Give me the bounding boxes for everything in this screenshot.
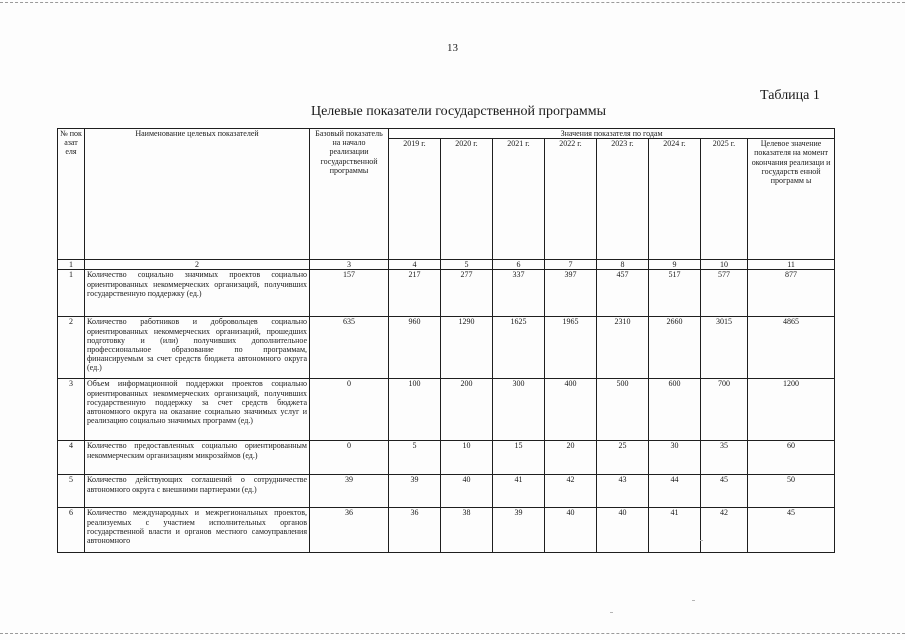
year-value: 10 (441, 441, 493, 475)
year-value: 38 (441, 508, 493, 553)
header-base: Базовый показатель на начало реализации государственной программы (310, 129, 389, 260)
row-number: 6 (58, 508, 85, 553)
indicator-name: Количество действующих соглашений о сотрудничестве автономного округа с внешними партнерами (ед.) (85, 475, 310, 508)
header-values-by-year: Значения показателя по годам (389, 129, 835, 139)
year-value: 300 (493, 379, 545, 441)
year-value: 15 (493, 441, 545, 475)
target-value: 60 (748, 441, 835, 475)
indicator-name: Объем информационной поддержки проектов социально ориентированных некоммерческих организаций, получивших государственную поддержку за счет средств бюджета автономного округа на оказание социально значимых услуг и реализацию социально значимых программ (ед.) (85, 379, 310, 441)
year-value: 40 (597, 508, 649, 553)
header-year: 2019 г. (389, 139, 441, 260)
column-index: 11 (748, 260, 835, 270)
year-value: 397 (545, 270, 597, 317)
year-value: 217 (389, 270, 441, 317)
document-title: Целевые показатели государственной программы (310, 104, 607, 119)
scan-edge-top (0, 2, 905, 3)
header-row-top (58, 129, 835, 139)
row-number: 3 (58, 379, 85, 441)
header-year: 2021 г. (493, 139, 545, 260)
indicators-table (57, 128, 835, 553)
column-index: 1 (58, 260, 85, 270)
year-value: 100 (389, 379, 441, 441)
header-year: 2023 г. (597, 139, 649, 260)
year-value: 457 (597, 270, 649, 317)
table-row (58, 317, 835, 379)
year-value: 36 (389, 508, 441, 553)
header-name: Наименование целевых показателей (85, 129, 310, 260)
table-row (58, 270, 835, 317)
year-value: 577 (701, 270, 748, 317)
year-value: 25 (597, 441, 649, 475)
header-target: Целевое значение показателя на момент окончания реализаци и государств енной программ ы (748, 139, 835, 260)
year-value: 3015 (701, 317, 748, 379)
column-index: 4 (389, 260, 441, 270)
year-value: 400 (545, 379, 597, 441)
indicator-name: Количество предоставленных социально ориентированным некоммерческим организациям микрозаймов (ед.) (85, 441, 310, 475)
column-index: 8 (597, 260, 649, 270)
year-value: 39 (493, 508, 545, 553)
year-value: 517 (649, 270, 701, 317)
header-year: 2024 г. (649, 139, 701, 260)
row-number: 4 (58, 441, 85, 475)
year-value: 20 (545, 441, 597, 475)
column-index: 3 (310, 260, 389, 270)
column-index: 5 (441, 260, 493, 270)
indicator-name: Количество работников и добровольцев социально ориентированных некоммерческих организаций, прошедших подготовку и (или) получивших дополнительное профессиональное образование по программам, финансируемым за счет средств бюджета автономного округа (ед.) (85, 317, 310, 379)
table-row (58, 379, 835, 441)
base-value: 157 (310, 270, 389, 317)
year-value: 5 (389, 441, 441, 475)
year-value: 39 (389, 475, 441, 508)
row-number: 2 (58, 317, 85, 379)
header-year: 2022 г. (545, 139, 597, 260)
target-value: 877 (748, 270, 835, 317)
scan-edge-bottom (0, 633, 905, 634)
year-value: 42 (545, 475, 597, 508)
table-row (58, 508, 835, 553)
table-row (58, 475, 835, 508)
indicator-name: Количество социально значимых проектов социально ориентированных некоммерческих организаций, получивших государственную поддержку (ед.) (85, 270, 310, 317)
table-row (58, 441, 835, 475)
year-value: 500 (597, 379, 649, 441)
indicator-name: Количество международных и межрегиональных проектов, реализуемых с участием исполнительных органов государственной власти и органов местного самоуправления автономного (85, 508, 310, 553)
row-number: 5 (58, 475, 85, 508)
scan-speck (692, 600, 695, 601)
base-value: 0 (310, 441, 389, 475)
year-value: 40 (545, 508, 597, 553)
target-value: 45 (748, 508, 835, 553)
year-value: 2310 (597, 317, 649, 379)
year-value: 41 (649, 508, 701, 553)
year-value: 1290 (441, 317, 493, 379)
year-value: 700 (701, 379, 748, 441)
year-value: 44 (649, 475, 701, 508)
base-value: 39 (310, 475, 389, 508)
scan-speck (610, 612, 613, 613)
year-value: 1965 (545, 317, 597, 379)
year-value: 200 (441, 379, 493, 441)
header-year: 2020 г. (441, 139, 493, 260)
column-index: 10 (701, 260, 748, 270)
year-value: 960 (389, 317, 441, 379)
year-value: 40 (441, 475, 493, 508)
target-value: 50 (748, 475, 835, 508)
column-index: 9 (649, 260, 701, 270)
year-value: 337 (493, 270, 545, 317)
year-value: 600 (649, 379, 701, 441)
year-value: 35 (701, 441, 748, 475)
scan-speck (700, 540, 703, 541)
year-value: 42 (701, 508, 748, 553)
header-num: № пок азат еля (58, 129, 85, 260)
year-value: 41 (493, 475, 545, 508)
column-index-row (58, 260, 835, 270)
table-number: Таблица 1 (760, 88, 820, 103)
year-value: 1625 (493, 317, 545, 379)
target-value: 4865 (748, 317, 835, 379)
page-number: 13 (447, 42, 458, 54)
year-value: 2660 (649, 317, 701, 379)
year-value: 277 (441, 270, 493, 317)
year-value: 45 (701, 475, 748, 508)
header-year: 2025 г. (701, 139, 748, 260)
column-index: 7 (545, 260, 597, 270)
row-number: 1 (58, 270, 85, 317)
year-value: 43 (597, 475, 649, 508)
base-value: 0 (310, 379, 389, 441)
target-value: 1200 (748, 379, 835, 441)
base-value: 635 (310, 317, 389, 379)
column-index: 2 (85, 260, 310, 270)
base-value: 36 (310, 508, 389, 553)
year-value: 30 (649, 441, 701, 475)
column-index: 6 (493, 260, 545, 270)
